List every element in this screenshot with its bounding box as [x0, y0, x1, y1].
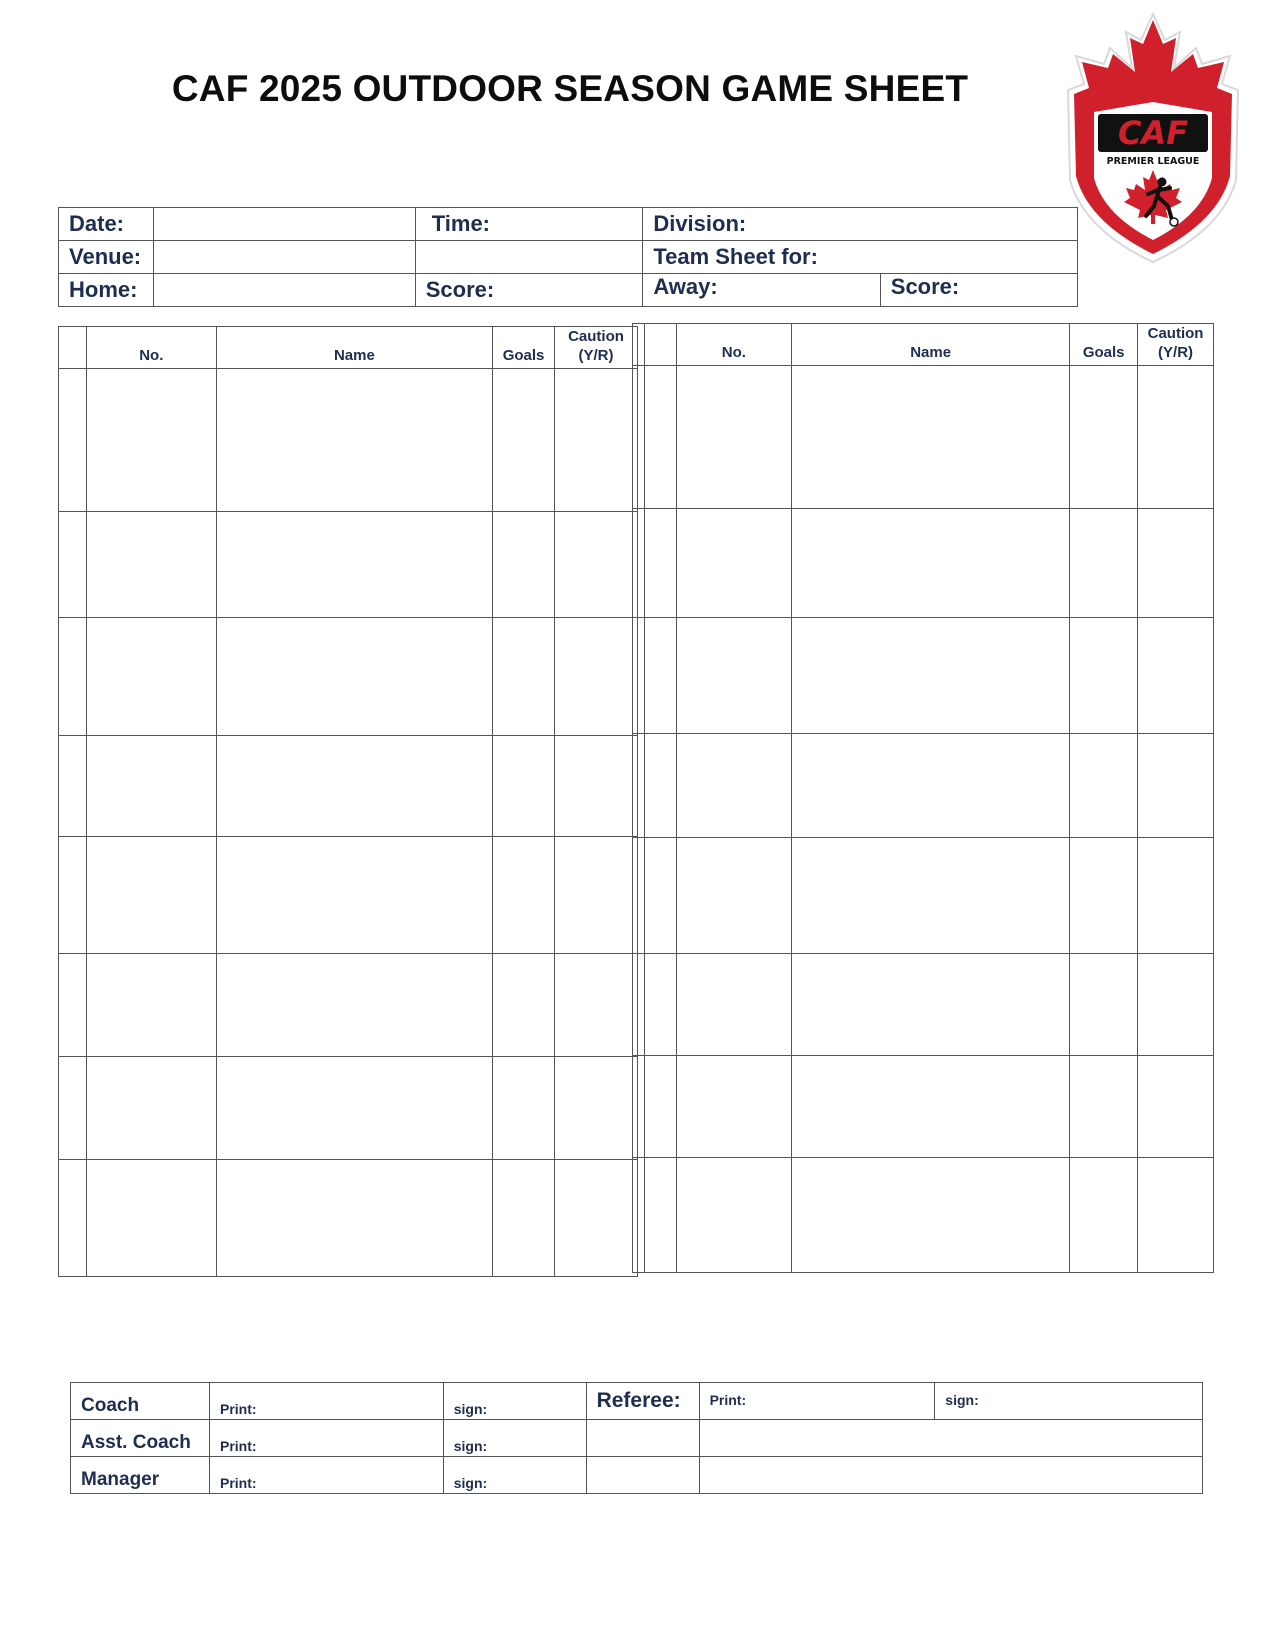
team-sheet-label: Team Sheet for:	[643, 241, 1078, 274]
asst-coach-sign-field[interactable]: sign:	[443, 1420, 586, 1457]
goals-cell[interactable]	[493, 954, 555, 1057]
player-name-cell[interactable]	[792, 366, 1070, 509]
caution-cell[interactable]	[555, 736, 638, 837]
referee-label: Referee:	[586, 1383, 699, 1420]
caution-cell[interactable]	[1138, 618, 1214, 734]
page-title: CAF 2025 OUTDOOR SEASON GAME SHEET	[171, 68, 969, 109]
caution-cell[interactable]	[1138, 1158, 1214, 1273]
player-number-cell[interactable]	[86, 369, 216, 512]
time-label: Time:	[415, 208, 643, 241]
date-field[interactable]	[153, 208, 415, 241]
column-header-name: Name	[792, 324, 1070, 366]
goals-cell[interactable]	[1070, 954, 1138, 1056]
column-header-goals: Goals	[493, 327, 555, 369]
player-number-cell[interactable]	[676, 366, 791, 509]
player-name-cell[interactable]	[216, 1160, 492, 1277]
player-number-cell[interactable]	[676, 734, 791, 838]
player-number-cell[interactable]	[86, 954, 216, 1057]
goals-cell[interactable]	[493, 512, 555, 618]
player-number-cell[interactable]	[676, 954, 791, 1056]
logo-subtext: PREMIER LEAGUE	[1106, 156, 1200, 167]
caution-cell[interactable]	[1138, 366, 1214, 509]
caution-cell[interactable]	[555, 837, 638, 954]
player-name-cell[interactable]	[216, 1057, 492, 1160]
home-score-label: Score:	[415, 274, 643, 307]
manager-label: Manager	[71, 1457, 210, 1494]
player-name-cell[interactable]	[792, 618, 1070, 734]
away-score-label: Score:	[880, 274, 1077, 307]
caution-cell[interactable]	[555, 1057, 638, 1160]
roster-header	[633, 324, 1214, 366]
player-number-cell[interactable]	[86, 837, 216, 954]
table-row	[633, 618, 1214, 734]
player-name-cell[interactable]	[792, 954, 1070, 1056]
player-number-cell[interactable]	[676, 1158, 791, 1273]
table-row	[59, 618, 638, 736]
player-name-cell[interactable]	[216, 954, 492, 1057]
asst-coach-label: Asst. Coach	[71, 1420, 210, 1457]
player-name-cell[interactable]	[792, 838, 1070, 954]
table-row	[59, 954, 638, 1057]
table-row	[59, 736, 638, 837]
caution-cell[interactable]	[555, 618, 638, 736]
time-field[interactable]	[415, 241, 643, 274]
blank-header	[644, 324, 676, 366]
goals-cell[interactable]	[493, 369, 555, 512]
home-field[interactable]	[153, 274, 415, 307]
player-name-cell[interactable]	[216, 369, 492, 512]
player-number-cell[interactable]	[86, 736, 216, 837]
player-name-cell[interactable]	[216, 512, 492, 618]
table-row	[633, 509, 1214, 618]
coach-sign-field[interactable]: sign:	[443, 1383, 586, 1420]
roster-table-right	[632, 323, 1214, 1273]
column-header-caution: Caution (Y/R)	[1138, 324, 1214, 366]
match-info-table	[58, 207, 1078, 307]
player-number-cell[interactable]	[676, 1056, 791, 1158]
column-header-caution: Caution (Y/R)	[555, 327, 638, 369]
goals-cell[interactable]	[493, 1160, 555, 1277]
blank-header	[633, 324, 645, 366]
caution-cell[interactable]	[555, 512, 638, 618]
blank-header	[59, 327, 87, 369]
player-number-cell[interactable]	[86, 512, 216, 618]
column-header-name: Name	[216, 327, 492, 369]
table-row	[633, 1056, 1214, 1158]
logo-text: CAF	[1117, 114, 1189, 152]
referee-extra-field[interactable]	[699, 1457, 1202, 1494]
caution-cell[interactable]	[1138, 954, 1214, 1056]
caution-cell[interactable]	[1138, 734, 1214, 838]
column-header-no: No.	[676, 324, 791, 366]
away-label: Away:	[643, 274, 880, 307]
caf-logo	[1062, 10, 1244, 266]
goals-cell[interactable]	[1070, 1056, 1138, 1158]
venue-field[interactable]	[153, 241, 415, 274]
player-name-cell[interactable]	[792, 1158, 1070, 1273]
table-row	[59, 369, 638, 512]
caution-cell[interactable]	[555, 954, 638, 1057]
venue-label: Venue:	[59, 241, 154, 274]
goals-cell[interactable]	[1070, 1158, 1138, 1273]
table-row	[633, 366, 1214, 509]
caution-cell[interactable]	[1138, 1056, 1214, 1158]
manager-print-field[interactable]: Print:	[209, 1457, 443, 1494]
goals-cell[interactable]	[1070, 734, 1138, 838]
date-label: Date:	[59, 208, 154, 241]
asst-coach-print-field[interactable]: Print:	[209, 1420, 443, 1457]
table-row	[633, 1158, 1214, 1273]
player-number-cell[interactable]	[676, 838, 791, 954]
player-number-cell[interactable]	[86, 1160, 216, 1277]
referee-print-field[interactable]: Print:	[699, 1383, 935, 1420]
referee-extra-cell[interactable]	[586, 1420, 699, 1457]
coach-label: Coach	[71, 1383, 210, 1420]
player-name-cell[interactable]	[792, 734, 1070, 838]
table-row	[59, 1057, 638, 1160]
table-row	[633, 734, 1214, 838]
referee-sign-field[interactable]: sign:	[935, 1383, 1203, 1420]
referee-extra-field[interactable]	[699, 1420, 1202, 1457]
roster-table-left	[58, 326, 638, 1277]
table-row	[59, 512, 638, 618]
player-name-cell[interactable]	[216, 618, 492, 736]
player-name-cell[interactable]	[216, 736, 492, 837]
player-number-cell[interactable]	[676, 618, 791, 734]
goals-cell[interactable]	[1070, 366, 1138, 509]
goals-cell[interactable]	[493, 1057, 555, 1160]
goals-cell[interactable]	[493, 618, 555, 736]
table-row	[59, 837, 638, 954]
caf-shield-icon	[1062, 10, 1244, 266]
goals-cell[interactable]	[1070, 618, 1138, 734]
coach-print-field[interactable]: Print:	[209, 1383, 443, 1420]
manager-sign-field[interactable]: sign:	[443, 1457, 586, 1494]
player-name-cell[interactable]	[792, 1056, 1070, 1158]
column-header-goals: Goals	[1070, 324, 1138, 366]
goals-cell[interactable]	[493, 837, 555, 954]
player-number-cell[interactable]	[676, 509, 791, 618]
referee-extra-cell[interactable]	[586, 1457, 699, 1494]
division-label: Division:	[643, 208, 1078, 241]
player-name-cell[interactable]	[216, 837, 492, 954]
table-row	[633, 954, 1214, 1056]
goals-cell[interactable]	[1070, 509, 1138, 618]
player-number-cell[interactable]	[86, 1057, 216, 1160]
column-header-no: No.	[86, 327, 216, 369]
player-name-cell[interactable]	[792, 509, 1070, 618]
home-label: Home:	[59, 274, 154, 307]
goals-cell[interactable]	[493, 736, 555, 837]
caution-cell[interactable]	[1138, 838, 1214, 954]
table-row	[59, 1160, 638, 1277]
roster-header	[59, 327, 638, 369]
goals-cell[interactable]	[1070, 838, 1138, 954]
caution-cell[interactable]	[555, 1160, 638, 1277]
caution-cell[interactable]	[555, 369, 638, 512]
table-row	[633, 838, 1214, 954]
caution-cell[interactable]	[1138, 509, 1214, 618]
signature-table	[70, 1382, 1203, 1494]
player-number-cell[interactable]	[86, 618, 216, 736]
